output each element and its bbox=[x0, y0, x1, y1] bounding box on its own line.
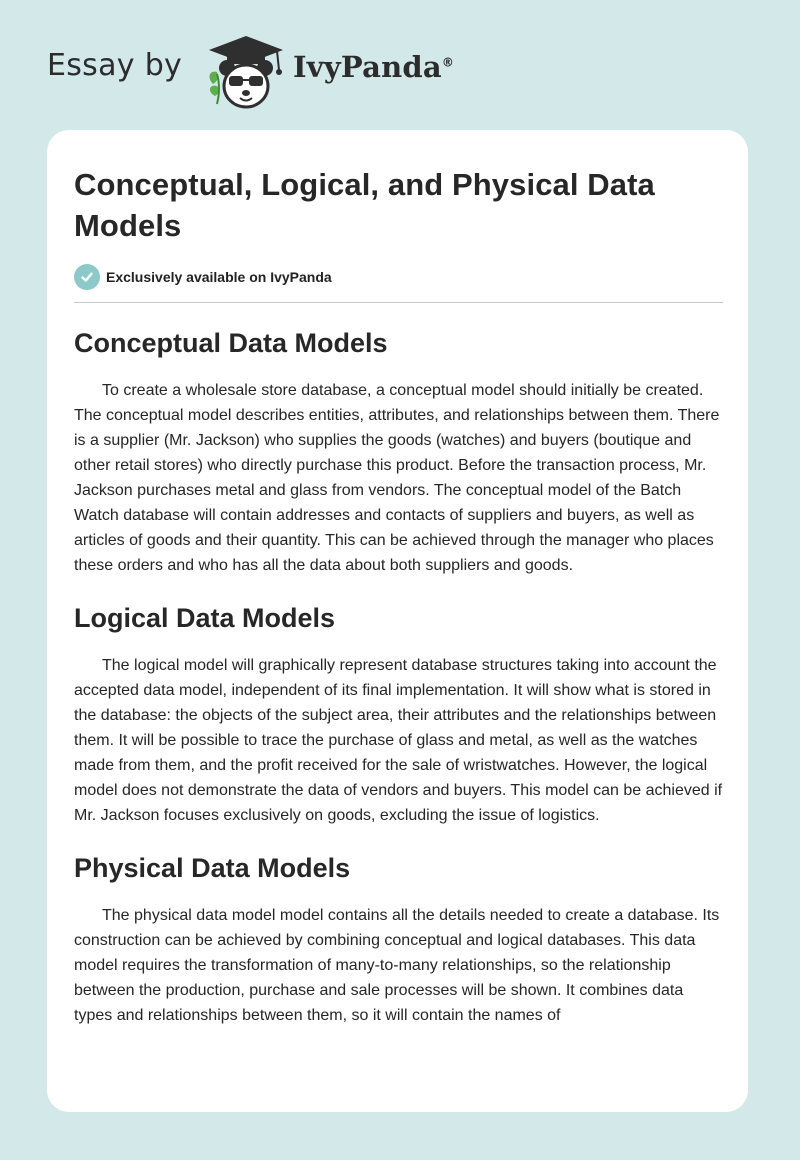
section-heading: Conceptual Data Models bbox=[74, 328, 388, 358]
section-conceptual bbox=[74, 325, 723, 578]
essay-card bbox=[47, 130, 748, 1112]
registered-mark: ® bbox=[441, 55, 455, 70]
brand-prefix: Essay by bbox=[47, 48, 183, 83]
brand-header bbox=[47, 34, 477, 110]
brand-name-text: IvyPanda bbox=[293, 50, 442, 84]
page-title: Conceptual, Logical, and Physical Data Models bbox=[74, 167, 655, 243]
section-heading: Logical Data Models bbox=[74, 603, 336, 633]
section-paragraph: The logical model will graphically represent database structures taking into account the accepted data model, independent of its final implementation. It will show what is stored in the database: the objects of the subject area, their attributes and the relationships between them. It will be possible to trace the purchase of glass and metal, as well as the watches made from them, and the profit received for the sale of wristwatches. However, the logical model does not demonstrate the data of vendors and buyers. This model can be achieved if Mr. Jackson focuses exclusively on goods, excluding the issue of logistics. bbox=[74, 657, 723, 824]
exclusive-badge bbox=[74, 264, 723, 290]
section-paragraph: To create a wholesale store database, a conceptual model should initially be created. The conceptual model describes entities, attributes, and relationships between them. There is a supplier (Mr. Jackson) who supplies the goods (watches) and buyers (boutique and other retail stores) who directly purchase this product. Before the transaction process, Mr. Jackson purchases metal and glass from vendors. The conceptual model of the Batch Watch database will contain addresses and contacts of suppliers and buyers, as well as articles of goods and their quantity. This can be achieved through the manager who places these orders and who has all the data about both suppliers and goods. bbox=[74, 382, 720, 574]
divider bbox=[74, 302, 723, 303]
ivypanda-logo-icon[interactable] bbox=[203, 34, 289, 110]
check-icon bbox=[74, 264, 100, 290]
exclusive-label: Exclusively available on IvyPanda bbox=[106, 269, 332, 285]
section-physical bbox=[74, 850, 723, 1028]
section-logical bbox=[74, 600, 723, 828]
brand-name[interactable] bbox=[293, 50, 455, 84]
section-heading: Physical Data Models bbox=[74, 853, 351, 883]
section-paragraph: The physical data model model contains all the details needed to create a database. Its construction can be achieved by combining conceptual and logical databases. This data model requires the transformation of many-to-many relationships, so the relationship between the production, purchase and sale processes will be shown. It combines data types and relationships between them, so it will contain the names of bbox=[74, 907, 720, 1024]
